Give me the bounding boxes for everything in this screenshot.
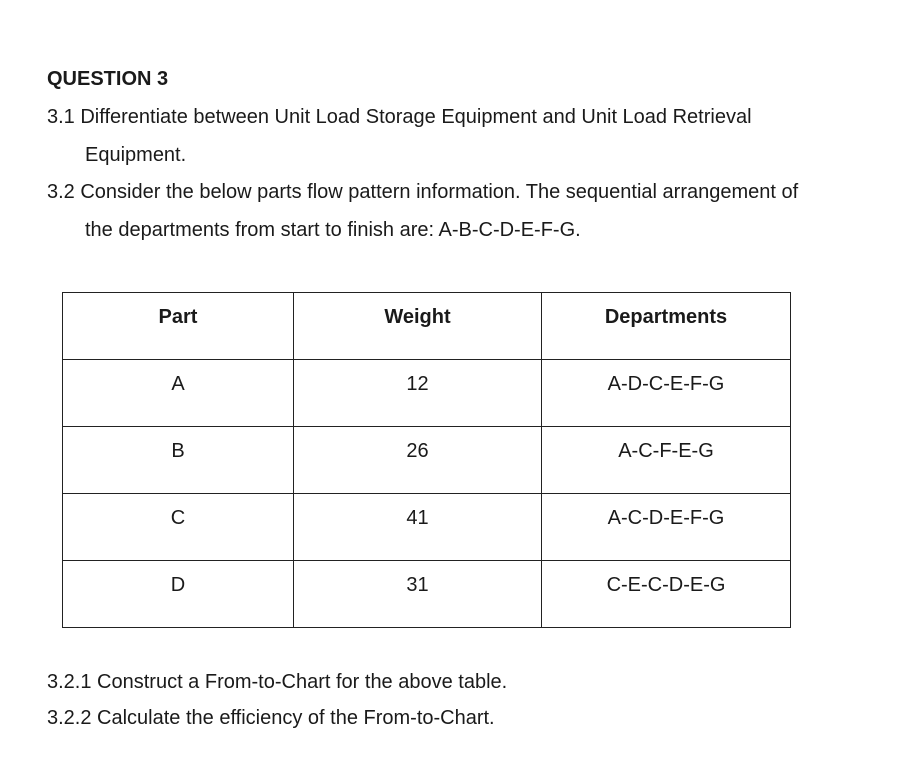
question-3-2-1: 3.2.1 Construct a From-to-Chart for the above table. (47, 671, 508, 693)
cell-weight: 26 (294, 427, 542, 494)
question-3-2-line1: 3.2 Consider the below parts flow pattern information. The sequential arrangement of (47, 181, 799, 203)
header-departments: Departments (542, 293, 791, 360)
question-3-2-line2: the departments from start to finish are: A-B-C-D-E-F-G. (85, 219, 581, 241)
parts-flow-table (62, 292, 791, 628)
cell-departments: C-E-C-D-E-G (542, 561, 791, 628)
cell-weight: 31 (294, 561, 542, 628)
table-header-row (63, 293, 791, 360)
cell-weight: 41 (294, 494, 542, 561)
question-title: QUESTION 3 (47, 68, 169, 90)
table-row (63, 561, 791, 628)
question-3-1 (47, 105, 752, 167)
cell-weight: 12 (294, 360, 542, 427)
cell-departments: A-D-C-E-F-G (542, 360, 791, 427)
header-part: Part (63, 293, 294, 360)
question-3-1-line1: 3.1 Differentiate between Unit Load Storage Equipment and Unit Load Retrieval (47, 106, 752, 128)
cell-part: D (63, 561, 294, 628)
cell-part: B (63, 427, 294, 494)
question-3-1-line2: Equipment. (85, 144, 187, 166)
table-row (63, 360, 791, 427)
header-weight: Weight (294, 293, 542, 360)
table-row (63, 494, 791, 561)
table-row (63, 427, 791, 494)
cell-departments: A-C-D-E-F-G (542, 494, 791, 561)
question-3-2-2: 3.2.2 Calculate the efficiency of the From-to-Chart. (47, 707, 495, 729)
question-3-2 (47, 180, 798, 242)
cell-part: C (63, 494, 294, 561)
cell-departments: A-C-F-E-G (542, 427, 791, 494)
cell-part: A (63, 360, 294, 427)
